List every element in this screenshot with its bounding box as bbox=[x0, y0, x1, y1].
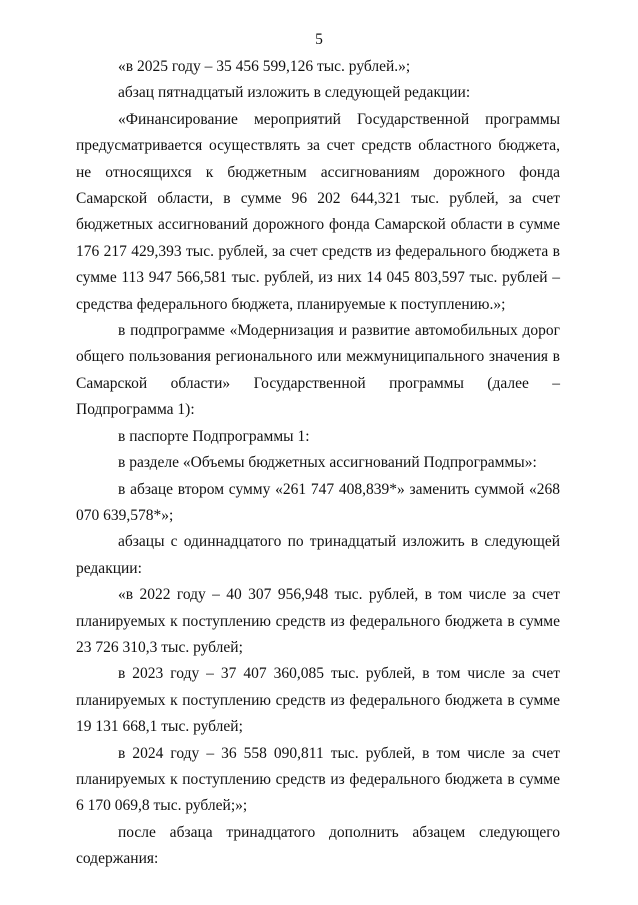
paragraph-replace-sum: в абзаце втором сумму «261 747 408,839*» заменить суммой «268 070 639,578*»; bbox=[76, 480, 560, 524]
paragraph-2025-amount: «в 2025 году – 35 456 599,126 тыс. рублей.»; bbox=[118, 58, 411, 75]
paragraph-subprogram-1: в подпрограмме «Модернизация и развитие автомобильных дорог общего пользования регионального или межмуниципального значения в Самарской области» Государственной программы (далее – Подпрограмма 1): bbox=[76, 322, 560, 419]
paragraph-passport: в паспорте Подпрограммы 1: bbox=[118, 427, 310, 445]
paragraph-2022: «в 2022 году – 40 307 956,948 тыс. рублей, в том числе за счет планируемых к поступлению средств из федерального бюджета в сумме 23 726 310,3 тыс. рублей; bbox=[76, 586, 560, 656]
paragraph-2023: в 2023 году – 37 407 360,085 тыс. рублей, в том числе за счет планируемых к поступлению средств из федерального бюджета в сумме 19 131 668,1 тыс. рублей; bbox=[76, 665, 560, 736]
paragraph-add-after-thirteenth: после абзаца тринадцатого дополнить абзацем следующего содержания: bbox=[76, 823, 560, 868]
paragraph-2024: в 2024 году – 36 558 090,811 тыс. рублей, в том числе за счет планируемых к поступлению средств из федерального бюджета в сумме 6 170 069,8 тыс. рублей;»; bbox=[76, 744, 560, 815]
paragraph-section-volumes: в разделе «Объемы бюджетных ассигнований Подпрограммы»: bbox=[118, 454, 537, 472]
paragraph-financing: «Финансирование мероприятий Государственной программы предусматривается осуществлять за счет средств областного бюджета, не относящихся к бюджетным ассигнованиям дорожного фонда Самарской области, в сумме 96 202 644,321 тыс. рублей, за счет бюджетных ассигнований дорожного фонда Самарской области в сумме 176 217 429,393 тыс. рублей, за счет средств из федерального бюджета в сумме 113 947 566,581 тыс. рублей, из них 14 045 803,597 тыс. рублей – средства федерального бюджета, планируемые к поступлению.»; bbox=[76, 110, 560, 313]
page-number: 5 bbox=[315, 31, 323, 48]
paragraph-eleventh-thirteenth: абзацы с одиннадцатого по тринадцатый изложить в следующей редакции: bbox=[76, 533, 560, 577]
paragraph-fifteenth-instruction: абзац пятнадцатый изложить в следующей редакции: bbox=[118, 84, 471, 102]
document-body bbox=[76, 54, 560, 873]
